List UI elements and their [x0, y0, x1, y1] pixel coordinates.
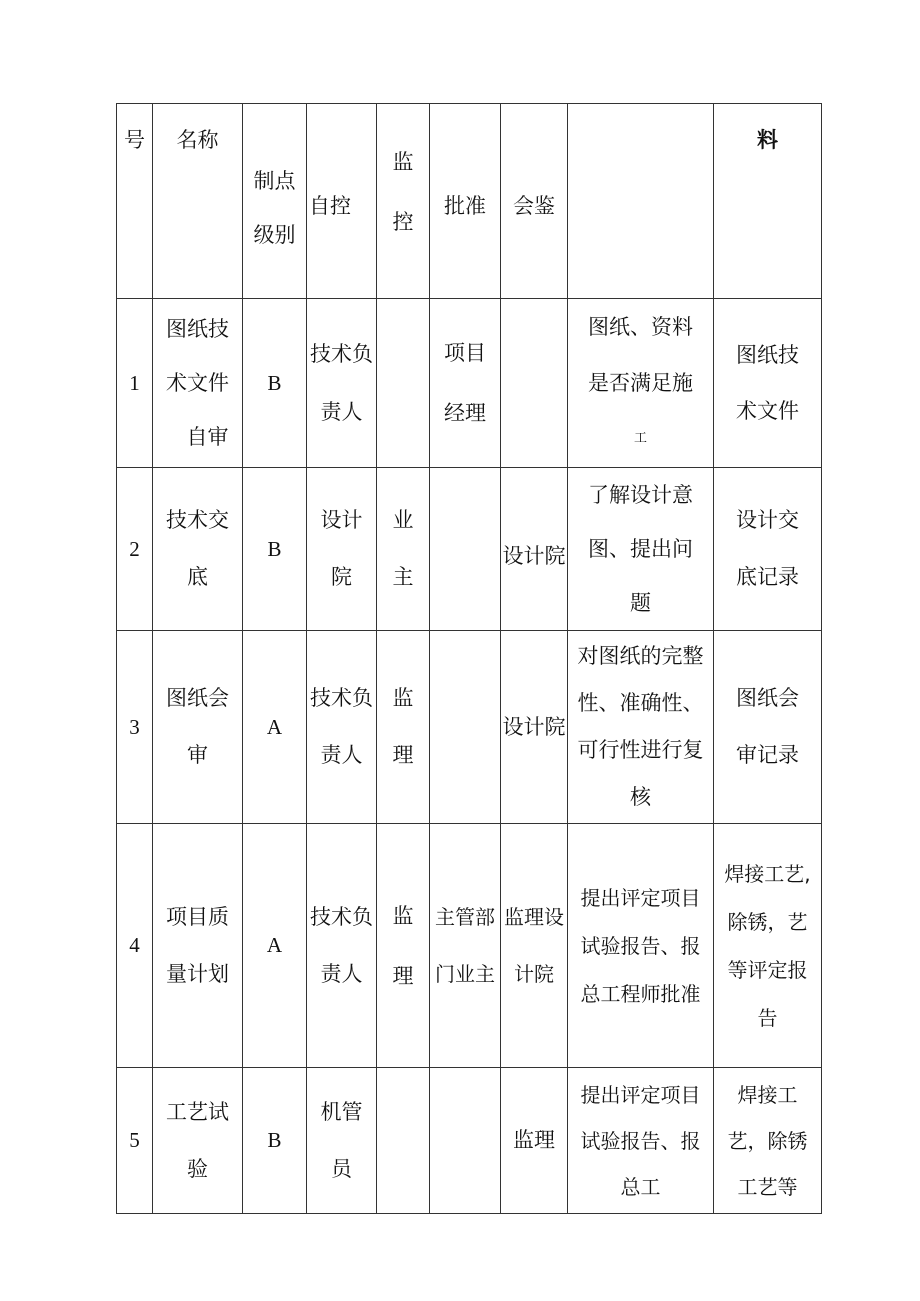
row-approve: 主管部 门业主 [430, 824, 501, 1068]
row-material: 焊接工艺, 除锈，艺 等评定报 告 [714, 824, 822, 1068]
row-approve: 项目 经理 [430, 299, 501, 468]
row-name: 工艺试 验 [153, 1068, 243, 1214]
header-no: 号 [117, 104, 153, 299]
row-supervise [377, 1068, 430, 1214]
row-material: 设计交 底记录 [714, 468, 822, 631]
header-row [117, 104, 822, 299]
row-no: 2 [117, 468, 153, 631]
row-material: 焊接工 艺，除锈 工艺等 [714, 1068, 822, 1214]
header-content [568, 104, 714, 299]
row-self: 技术负 责人 [307, 631, 377, 824]
row-joint: 监理 [501, 1068, 568, 1214]
table-row [117, 1068, 822, 1214]
row-supervise: 业 主 [377, 468, 430, 631]
table-row [117, 824, 822, 1068]
table-row [117, 631, 822, 824]
quality-control-table [116, 103, 822, 1214]
row-supervise: 监 理 [377, 824, 430, 1068]
row-approve [430, 631, 501, 824]
row-no: 3 [117, 631, 153, 824]
row-joint: 设计院 [501, 468, 568, 631]
row-no: 1 [117, 299, 153, 468]
row-no: 5 [117, 1068, 153, 1214]
row-content: 图纸、资料 是否满足施 工 [568, 299, 714, 468]
row-name: 图纸技 术文件 自审 [153, 299, 243, 468]
row-level: A [243, 631, 307, 824]
row-content: 提出评定项目 试验报告、报 总工程师批准 [568, 824, 714, 1068]
table-row [117, 468, 822, 631]
row-self: 设计 院 [307, 468, 377, 631]
row-content: 提出评定项目 试验报告、报 总工 [568, 1068, 714, 1214]
row-level: B [243, 299, 307, 468]
row-self: 技术负 责人 [307, 824, 377, 1068]
row-material: 图纸会 审记录 [714, 631, 822, 824]
row-supervise: 监 理 [377, 631, 430, 824]
row-content: 对图纸的完整 性、准确性、 可行性进行复 核 [568, 631, 714, 824]
header-self: 自控 [307, 104, 377, 299]
table-row [117, 299, 822, 468]
header-approve: 批准 [430, 104, 501, 299]
row-content: 了解设计意 图、提出问 题 [568, 468, 714, 631]
header-joint: 会鉴 [501, 104, 568, 299]
row-name: 技术交 底 [153, 468, 243, 631]
row-supervise [377, 299, 430, 468]
row-joint: 设计院 [501, 631, 568, 824]
row-no: 4 [117, 824, 153, 1068]
row-level: B [243, 1068, 307, 1214]
row-approve [430, 1068, 501, 1214]
row-level: A [243, 824, 307, 1068]
row-self: 机管 员 [307, 1068, 377, 1214]
header-supervise: 监 控 [377, 104, 430, 299]
row-joint: 监理设 计院 [501, 824, 568, 1068]
row-self: 技术负 责人 [307, 299, 377, 468]
header-material: 料 [714, 104, 822, 299]
row-name: 图纸会 审 [153, 631, 243, 824]
header-level: 制点 级别 [243, 104, 307, 299]
row-material: 图纸技 术文件 [714, 299, 822, 468]
header-name: 名称 [153, 104, 243, 299]
row-approve [430, 468, 501, 631]
row-joint [501, 299, 568, 468]
row-name: 项目质 量计划 [153, 824, 243, 1068]
row-level: B [243, 468, 307, 631]
